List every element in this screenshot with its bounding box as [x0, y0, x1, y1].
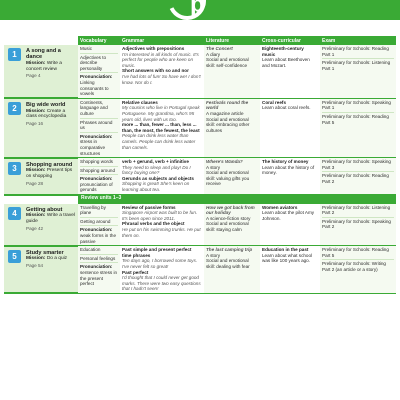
literature-line: A magazine article [206, 110, 244, 116]
exam-item: Preliminary for Schools: Reading Part 2 [322, 171, 394, 184]
vocab-topic: Adjectives to describe personality [80, 53, 118, 72]
review-label: Review units 1–3 [78, 195, 396, 204]
pronunciation-text: weak forms in the passive [80, 232, 116, 244]
mission-text: Write a concert review [26, 60, 62, 72]
review-row [4, 195, 396, 204]
cross-curricular-cell [260, 204, 320, 246]
unit-page: Page 16 [26, 121, 44, 127]
cross-curricular-cell [260, 158, 320, 195]
col-header-grammar: Grammar [120, 36, 204, 45]
unit-row [4, 45, 396, 98]
grammar-point: Relative clauses [122, 99, 158, 105]
pronunciation-text: sentence stress in the present perfect [80, 269, 118, 287]
unit-cell[interactable] [4, 158, 78, 195]
unit-row [4, 158, 396, 195]
unit-page: Page 4 [26, 73, 41, 79]
grammar-example: Ten days ago, I borrowed some toys. I've never felt so great! [122, 258, 198, 269]
grammar-point: Gerunds as subjects and objects [122, 175, 194, 181]
grammar-example: My cousins who live in Portugal speak Portuguese. My grandma, who's 95 years old, lives with us too. [122, 105, 200, 122]
mission-label: Mission: [26, 60, 46, 66]
unit-title: Getting about [26, 206, 63, 213]
vocab-topic: Phrases around us [80, 118, 118, 131]
pronunciation-label: Pronunciation: [80, 74, 113, 80]
grammar-example: Singapore Airport was built to be fun. It's been open since 2011. [122, 210, 198, 221]
unit-mission [26, 109, 75, 121]
unit-title: A song and a dance [26, 48, 61, 61]
unit-number-badge: 5 [8, 250, 21, 263]
literature-line: A diary [206, 51, 221, 57]
cross-curricular-cell [260, 246, 320, 294]
unit-number-badge: 3 [8, 162, 21, 175]
cross-curricular-title: Women aviators [262, 204, 298, 210]
literature-line: Festivals round the world [206, 99, 249, 111]
unit-title: Shopping around [26, 161, 73, 168]
vocab-topic: Shopping words [80, 159, 113, 165]
header-row [4, 36, 396, 45]
grammar-point: more ... than, fewer ... than, less ... than, the most, the fewest, the least [122, 122, 200, 133]
grammar-example: I'd thought that I could never get good marks. There were two easy questions that I hadn't seen! [122, 275, 201, 292]
literature-line: Social and emotional skill: staying calm [206, 221, 249, 232]
literature-line: A story [206, 164, 221, 170]
vocab-topic: Travelling by plane [80, 204, 106, 216]
col-header-cross-curricular: Cross-curricular [260, 36, 320, 45]
pronunciation-block [80, 132, 118, 156]
exam-cell [320, 45, 396, 98]
unit-number-badge: 1 [8, 48, 21, 61]
unit-mission [26, 61, 75, 73]
literature-line: How we got back from our holiday [206, 204, 255, 216]
unit-page: Page 42 [26, 225, 44, 231]
unit-mission [26, 168, 75, 180]
page-title: p [190, 0, 205, 18]
page-header-band [0, 0, 400, 20]
literature-line: The last camping trip [206, 247, 253, 253]
unit-mission [26, 213, 75, 225]
cross-curricular-text: Learn about Beethoven and Mozart. [262, 57, 310, 68]
grammar-cell [120, 204, 204, 246]
col-header-exam: Exam [320, 36, 396, 45]
exam-item: Preliminary for Schools: Speaking Part 1 [322, 99, 391, 111]
unit-row [4, 246, 396, 294]
grammar-point: Adjectives with prepositions [122, 46, 185, 51]
pronunciation-text: pronunciation of gerunds [80, 181, 113, 193]
pronunciation-block [80, 262, 118, 286]
cross-curricular-title: Eighteenth-century music [262, 46, 304, 57]
cross-curricular-cell [260, 45, 320, 98]
cross-curricular-title: Coral reefs [262, 99, 287, 105]
mission-label: Mission: [26, 256, 46, 262]
pronunciation-block [80, 174, 118, 193]
contents-table [4, 36, 396, 294]
pronunciation-block [80, 225, 118, 244]
mission-label: Mission: [26, 212, 46, 218]
grammar-point: Review of passive forms [122, 204, 176, 210]
unit-row [4, 98, 396, 157]
grammar-example: They need to sleep and play! Do I fancy buying one? [122, 164, 191, 176]
literature-line: Social and emotional skill: valuing gifts you receive [206, 170, 250, 187]
col-header-vocabulary: Vocabulary [78, 36, 120, 45]
exam-item: Preliminary for Schools: Reading Part 5 [322, 247, 389, 258]
vocab-topic: Getting around [80, 217, 118, 225]
cross-curricular-text: Learn about the pilot Amy Johnson. [262, 210, 315, 221]
unit-number-badge: 4 [8, 207, 21, 220]
vocabulary-cell [78, 204, 120, 246]
cross-curricular-title: Education in the past [262, 247, 309, 253]
grammar-point: Past perfect [122, 269, 149, 275]
grammar-example: I'm interested in all kinds of music. It's perfect for people who are keen on music. [122, 51, 199, 68]
unit-cell[interactable] [4, 45, 78, 98]
grammar-point: Past simple and present perfect time phrases [122, 247, 192, 258]
pronunciation-label: Pronunciation: [80, 227, 113, 233]
exam-item: Preliminary for Schools: Listening Part 1 [322, 58, 394, 71]
cross-curricular-title: The history of money [262, 159, 309, 165]
exam-item: Preliminary for Schools: Reading Part 1 [322, 46, 389, 57]
pronunciation-label: Pronunciation: [80, 176, 113, 182]
unit-row [4, 204, 396, 246]
grammar-cell [120, 246, 204, 294]
col-header-literature: Literature [204, 36, 260, 45]
exam-item: Preliminary for Schools: Listening Part 2 [322, 204, 391, 216]
vocab-topic: Personal feelings [80, 254, 118, 262]
vocabulary-cell [78, 246, 120, 294]
grammar-point: Phrasal verbs and the object [122, 221, 185, 227]
grammar-point: verb + gerund, verb + infinitive [122, 159, 189, 165]
grammar-example: He put on his swimming trunks. He put them on. [122, 226, 201, 238]
cross-curricular-text: Learn about the history of money. [262, 164, 315, 176]
grammar-cell [120, 158, 204, 195]
exam-cell [320, 246, 396, 294]
grammar-example: Shopping is great! She's keen on learning about tea. [122, 181, 190, 193]
mission-text: Present tips on shopping [26, 168, 73, 179]
unit-cell[interactable] [4, 246, 78, 294]
pronunciation-text: stress in comparative structures [80, 139, 106, 156]
vocabulary-cell [78, 45, 120, 98]
vocab-topic: Music [80, 46, 92, 51]
literature-line: The Concert [206, 46, 233, 51]
mission-text: Create a class encyclopedia [26, 108, 67, 120]
cross-curricular-cell [260, 98, 320, 157]
exam-cell [320, 204, 396, 246]
exam-item: Preliminary for Schools: Speaking Part 2 [322, 217, 394, 230]
grammar-cell [120, 98, 204, 157]
literature-line: A story [206, 252, 221, 258]
vocabulary-cell [78, 158, 120, 195]
unit-number-badge: 2 [8, 102, 21, 115]
unit-cell[interactable] [4, 98, 78, 157]
unit-title: Big wide world [26, 102, 66, 109]
exam-cell [320, 98, 396, 157]
literature-line: A science-fiction story [206, 215, 251, 221]
unit-page: Page 28 [26, 180, 44, 186]
literature-cell [204, 204, 260, 246]
unit-title: Study smarter [26, 249, 64, 256]
unit-page: Page 54 [26, 262, 44, 268]
unit-cell[interactable] [4, 204, 78, 246]
literature-cell [204, 98, 260, 157]
literature-cell [204, 45, 260, 98]
exam-item: Preliminary for Schools: Writing Part 2 (an article or a story) [322, 259, 394, 272]
mission-label: Mission: [26, 108, 46, 114]
grammar-point: Short answers with so and nor [122, 68, 189, 74]
pronunciation-block [80, 72, 118, 96]
literature-cell [204, 158, 260, 195]
grammar-example: I've had lots of fun! So have we! I don't know. Nor do I. [122, 73, 201, 85]
vocab-topic: Shopping around [80, 166, 118, 174]
corner-cell [4, 36, 78, 45]
literature-cell [204, 246, 260, 294]
exam-item: Preliminary for Schools: Reading Part 5 [322, 112, 394, 125]
vocab-topic: Education [80, 247, 101, 253]
literature-line: Where's Wanda? [206, 159, 243, 165]
grammar-example: People can drink less water than camels. People can drink less water than camels. [122, 133, 196, 150]
review-spacer [4, 195, 78, 204]
vocab-topic: Continents, language and culture [80, 99, 108, 116]
pronunciation-label: Pronunciation: [80, 133, 113, 139]
exam-cell [320, 158, 396, 195]
cross-curricular-text: Learn about what school was like 100 years ago. [262, 252, 313, 264]
cross-curricular-text: Learn about coral reefs. [262, 105, 311, 111]
literature-line: Social and emotional skill: self-confidence [206, 57, 249, 68]
grammar-cell [120, 45, 204, 98]
mission-text: Write a travel guide [26, 212, 75, 224]
mission-label: Mission: [26, 168, 46, 173]
vocabulary-cell [78, 98, 120, 157]
literature-line: Social and emotional skill: dealing with fear [206, 258, 250, 269]
pronunciation-text: Linking consonants to vowels [80, 79, 109, 97]
literature-line: Social and emotional skill: embracing other cultures [206, 116, 250, 133]
mission-text: Do a quiz [46, 256, 68, 262]
exam-item: Preliminary for Schools: Speaking Part 3 [322, 159, 391, 170]
unit-mission [26, 256, 75, 262]
pronunciation-label: Pronunciation: [80, 264, 113, 270]
